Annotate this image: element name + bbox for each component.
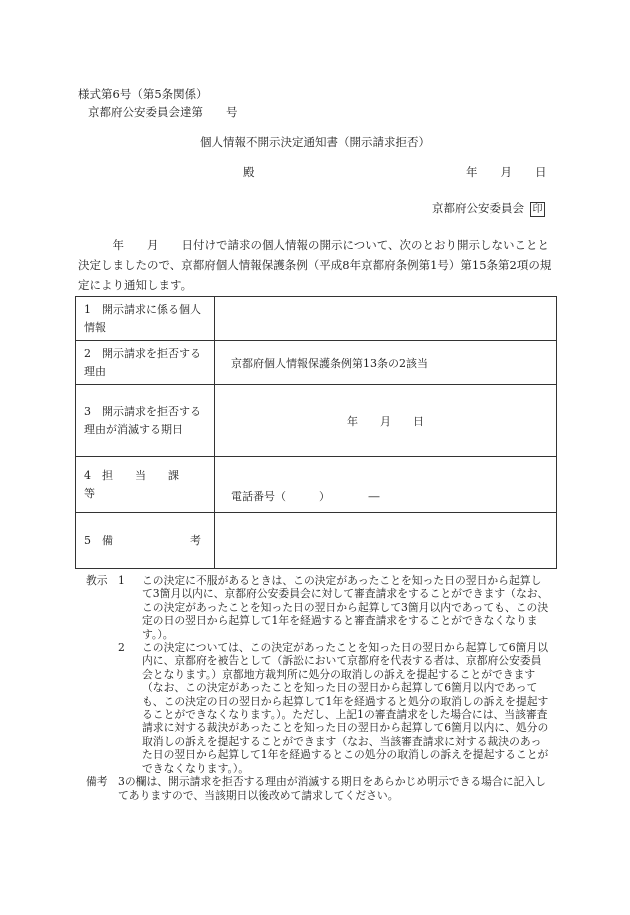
table-row (76, 385, 557, 457)
addressee-honorific: 殿 (243, 165, 255, 179)
item-number: 1 (118, 574, 125, 587)
row-value-empty (215, 513, 557, 569)
table-row (76, 457, 557, 513)
form-number: 様式第6号（第5条関係） (78, 87, 208, 101)
remarks-text: 3の欄は、開示請求を拒否する理由が消滅する期日をあらかじめ明示できる場合に記入してありますので、当該期日以後改めて請求してください。 (118, 775, 546, 802)
instruction-item (86, 641, 552, 775)
table-row (76, 297, 557, 341)
notice-table (75, 296, 557, 569)
phone-number: 電話番号（ ） ― (215, 457, 557, 513)
issuer-line (432, 200, 545, 217)
table-row (76, 341, 557, 385)
issuer-name: 京都府公安委員会 (432, 201, 524, 215)
document-title: 個人情報不開示決定通知書（開示請求拒否） (200, 135, 430, 149)
instruction-label: 教示 (86, 574, 108, 587)
item-number: 2 (118, 641, 125, 655)
row-label: 4 担 当 課 等 (76, 457, 215, 513)
row-label: 3 開示請求を拒否する理由が消滅する期日 (76, 385, 215, 457)
seal-mark: 印 (530, 202, 545, 217)
remarks-label: 備考 (86, 775, 108, 789)
row-label: 1 開示請求に係る個人情報 (76, 297, 215, 341)
item-text: この決定については、この決定があったことを知った日の翌日から起算して6箇月以内に、京都府を被告として（訴訟において京都府を代表する者は、京都府公安委員会となります。）京都地方裁判所に処分の取消しの訴えを提起することができます（なお、この決定があったことを知った日の翌日から起算して6箇月以内であっても、この決定の日の翌日から起算して1年を経過すると処分の取消しの訴えを提起することができなくなります。）。ただし、上記1の審査請求をした場合には、当該審査請求に対する裁決があったことを知った日の翌日から起算して6箇月以内に、処分の取消しの訴えを提起することができます（なお、当該審査請求に対する裁決のあった日の翌日から起算して1年を経過するとこの処分の取消しの訴えを提起することができなくなります。）。 (142, 641, 549, 775)
row-value-empty (215, 297, 557, 341)
expiry-date: 年 月 日 (215, 385, 557, 457)
table-row (76, 513, 557, 569)
issue-date: 年 月 日 (466, 165, 547, 179)
document-number: 京都府公安委員会達第 号 (88, 105, 238, 119)
remarks (86, 775, 552, 802)
instruction-item (86, 574, 552, 641)
item-text: この決定に不服があるときは、この決定があったことを知った日の翌日から起算して3箇月以内に、京都府公安委員会に対して審査請求をすることができます（なお、この決定があったことを知った日の翌日から起算して3箇月以内であっても、この決定の日の翌日から起算して1年を経過すると審査請求をすることができなくなります。）。 (142, 574, 549, 641)
row-label: 5 備 考 (76, 513, 215, 569)
instructions (86, 574, 552, 802)
row-label: 2 開示請求を拒否する理由 (76, 341, 215, 385)
refusal-reason: 京都府個人情報保護条例第13条の2該当 (215, 341, 557, 385)
body-paragraph: 年 月 日付けで請求の個人情報の開示について、次のとおり開示しないことと決定しましたので、京都府個人情報保護条例（平成8年京都府条例第1号）第15条第2項の規定により通知します。 (78, 238, 552, 292)
